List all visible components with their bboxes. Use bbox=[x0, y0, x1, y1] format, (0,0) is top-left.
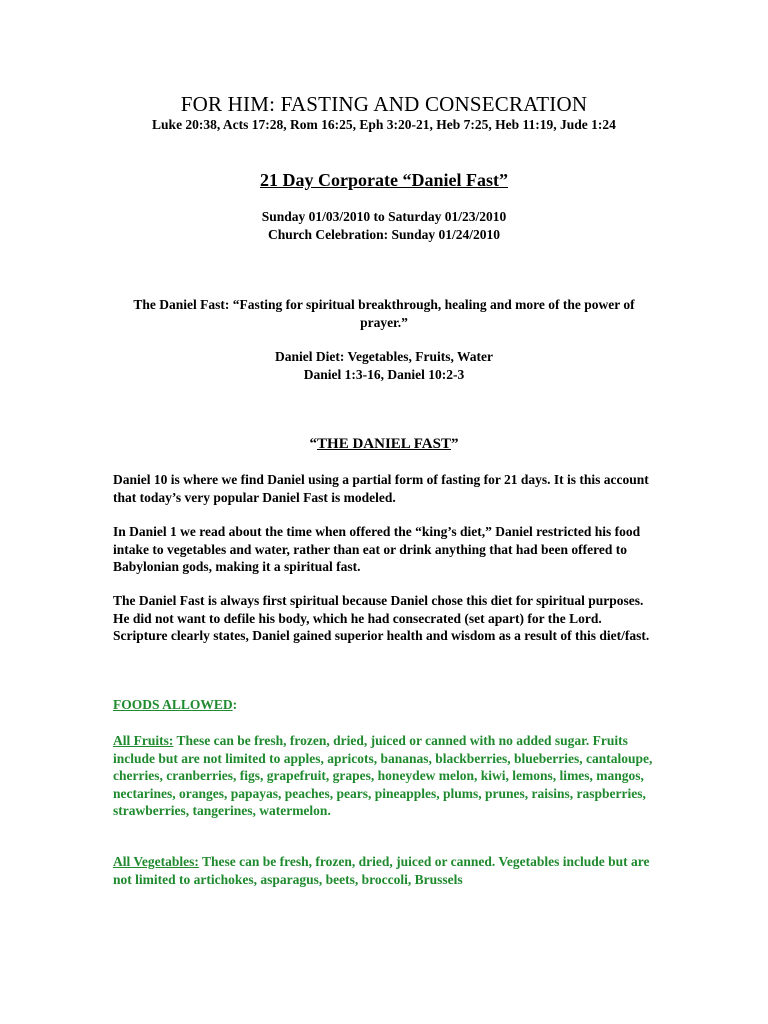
diet-summary bbox=[0, 348, 768, 384]
scripture-references: Luke 20:38, Acts 17:28, Rom 16:25, Eph 3:20-21, Heb 7:25, Heb 11:19, Jude 1:24 bbox=[152, 117, 616, 132]
vegetables-text: These can be fresh, frozen, dried, juiced or canned. Vegetables include but are not limited to artichokes, asparagus, beets, broccoli, Brussels bbox=[113, 854, 650, 887]
fruits-text: These can be fresh, frozen, dried, juiced or canned with no added sugar. Fruits include but are not limited to apples, apricots, bananas, blackberries, blueberries, cantaloupe, cherries, cranberries, figs, grapefruit, grapes, honeydew melon, kiwi, lemons, limes, mangos, nectarines, oranges, papayas, peaches, pears, pineapples, plums, prunes, raisins, raspberries, strawberries, tangerines, watermelon. bbox=[113, 733, 653, 818]
vegetables-label: All Vegetables: bbox=[113, 854, 199, 869]
paragraph-2: In Daniel 1 we read about the time when offered the “king’s diet,” Daniel restricted his food intake to vegetables and water, rather than eat or drink anything that had been offered to Babylonian gods, making it a spiritual fast. bbox=[113, 524, 641, 574]
foods-allowed-heading bbox=[113, 696, 658, 714]
diet-items: Daniel Diet: Vegetables, Fruits, Water bbox=[275, 349, 493, 364]
foods-heading-colon: : bbox=[232, 697, 238, 712]
fast-description: The Daniel Fast: “Fasting for spiritual breakthrough, healing and more of the power of prayer.” bbox=[133, 297, 635, 330]
section-heading bbox=[0, 436, 768, 453]
paragraph-3: The Daniel Fast is always first spiritual because Daniel chose this diet for spiritual purposes. He did not want to defile his body, which he had consecrated (set apart) for the Lord. Scripture clearly states, Daniel gained superior health and wisdom as a result of this diet/fast. bbox=[113, 593, 650, 643]
fruits-label: All Fruits: bbox=[113, 733, 174, 748]
date-range: Sunday 01/03/2010 to Saturday 01/23/2010 bbox=[261, 209, 507, 224]
section-title: THE DANIEL FAST bbox=[317, 436, 451, 452]
document-title: FOR HIM: FASTING AND CONSECRATION bbox=[180, 92, 588, 116]
diet-references: Daniel 1:3-16, Daniel 10:2-3 bbox=[303, 367, 465, 382]
paragraph-1: Daniel 10 is where we find Daniel using a partial form of fasting for 21 days. It is this account that today’s very popular Daniel Fast is modeled. bbox=[113, 472, 649, 505]
section-open-quote: “ bbox=[309, 436, 318, 452]
foods-heading-text: FOODS ALLOWED bbox=[113, 697, 233, 712]
event-dates bbox=[0, 208, 768, 244]
vegetables-paragraph bbox=[113, 853, 658, 888]
fruits-paragraph bbox=[113, 732, 658, 820]
event-title bbox=[0, 170, 768, 191]
celebration-date: Church Celebration: Sunday 01/24/2010 bbox=[268, 227, 500, 242]
section-close-quote: ” bbox=[450, 436, 459, 452]
event-title-text: 21 Day Corporate “Daniel Fast” bbox=[260, 170, 508, 190]
